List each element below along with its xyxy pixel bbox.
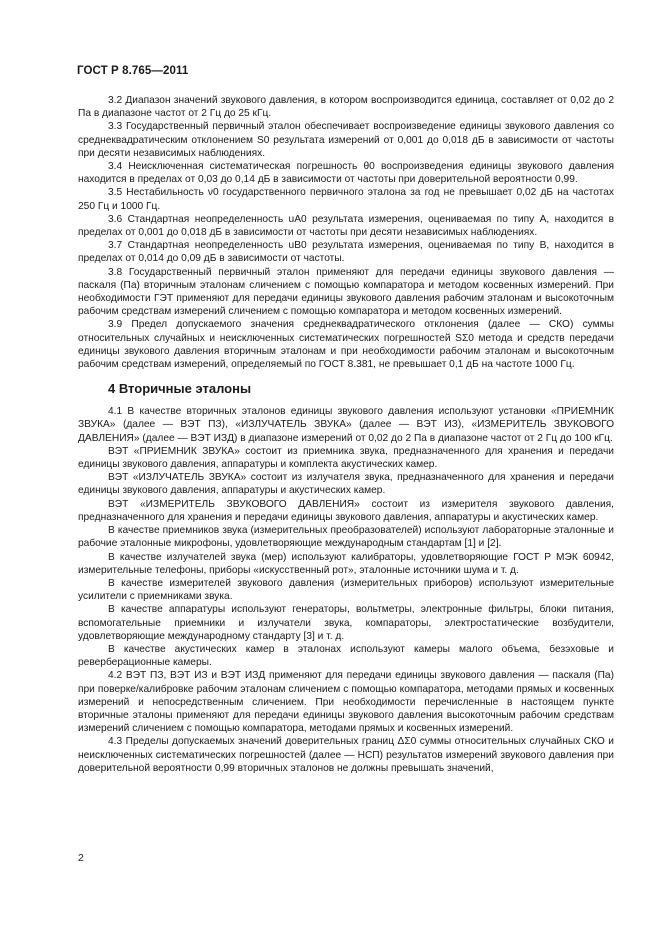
paragraph-4-3: 4.3 Пределы допускаемых значений доверительных границ ΔΣ0 суммы относительных случайных СКО и неисключенных систематических погрешностей (далее — НСП) результатов измерений звукового давления при доверительной вероятности 0,99 вторичных эталонов не должны превышать значений,: [78, 736, 614, 774]
page-header: ГОСТ Р 8.765—2011: [77, 65, 189, 77]
paragraph-emitters: В качестве излучателей звука (мер) используют калибраторы, удовлетворяющие ГОСТ Р МЭК 60942, измерительные телефоны, приборы «искусственный рот», эталонные источники шума и т. д.: [78, 551, 614, 576]
paragraph-vet-izd: ВЭТ «ИЗМЕРИТЕЛЬ ЗВУКОВОГО ДАВЛЕНИЯ» состоит из измерителя звукового давления, предназначенного для хранения и передачи единицы звукового давления, аппаратуры и акустических камер.: [78, 498, 614, 523]
paragraph-receivers: В качестве приемников звука (измерительных преобразователей) используют лабораторные эталонные и рабочие эталонные микрофоны, удовлетворяющие международным стандартам [1] и [2].: [78, 525, 614, 550]
paragraph-3-6: 3.6 Стандартная неопределенность uA0 результата измерения, оцениваемая по типу А, находится в пределах от 0,001 до 0,018 дБ в зависимости от частоты при десяти независимых наблюдениях.: [78, 213, 614, 239]
paragraph-3-3: 3.3 Государственный первичный эталон обеспечивает воспроизведение единицы звукового давления со среднеквадратическим отклонением S0 результата измерений от 0,001 до 0,018 дБ в зависимости от частоты при десяти независимых наблюдениях.: [78, 121, 614, 159]
paragraph-4-2: 4.2 ВЭТ ПЗ, ВЭТ ИЗ и ВЭТ ИЗД применяют для передачи единицы звукового давления — паскаля (Па) при поверке/калибровке рабочим эталонам сличением с помощью компаратора, методами прямых и косвенных измерений и непосредственным сличением. При необходимости перечисленные в настоящем пункте вторичные эталоны применяют для передачи единицы звукового давления высокоточным рабочим средствам измерений сличением с помощью компаратора, методами прямых и косвенных измерений.: [78, 670, 614, 735]
paragraph-meters: В качестве измерителей звукового давления (измерительных приборов) используют измерительные усилители с приемниками звука.: [78, 577, 614, 603]
paragraph-4-1: 4.1 В качестве вторичных эталонов единицы звукового давления используют установки «ПРИЕМНИК ЗВУКА» (далее — ВЭТ ПЗ), «ИЗЛУЧАТЕЛЬ ЗВУКА» (далее — ВЭТ ИЗ), «ИЗМЕРИТЕЛЬ ЗВУКОВОГО ДАВЛЕНИЯ» (далее — ВЭТ ИЗД) в диапазоне измерений от 0,02 до 2 Па в диапазоне частот от 2 Гц до 100 кГц.: [78, 406, 614, 444]
paragraph-equipment: В качестве аппаратуры используют генераторы, вольтметры, электронные фильтры, блоки питания, вспомогательные приемники и излучатели звука, компараторы, электростатические возбудители, удовлетворяющие международному стандарту [3] и т. д.: [78, 604, 614, 642]
paragraph-vet-iz: ВЭТ «ИЗЛУЧАТЕЛЬ ЗВУКА» состоит из излучателя звука, предназначенного для хранения и передачи единицы звукового давления, аппаратуры и акустических камер.: [78, 472, 614, 497]
page-number: 2: [78, 852, 84, 864]
paragraph-3-7: 3.7 Стандартная неопределенность uB0 результата измерения, оцениваемая по типу В, находится в пределах от 0,014 до 0,09 дБ в зависимости от частоты.: [78, 240, 614, 265]
paragraph-3-9: 3.9 Предел допускаемого значения среднеквадратического отклонения (далее — СКО) суммы относительных случайных и неисключенных систематических погрешностей SΣ0 метода и средств передачи единицы звукового давления вторичным эталонам и при необходимости рабочим эталонам и высокоточным рабочим средствам измерений, определяемый по ГОСТ 8.381, не превышает 0,1 дБ на частоте 1000 Гц.: [78, 319, 614, 371]
paragraph-3-4: 3.4 Неисключенная систематическая погрешность θ0 воспроизведения единицы звукового давления находится в пределах от 0,03 до 0,14 дБ в зависимости от частоты при доверительной вероятности 0,99.: [78, 161, 614, 186]
page-content: [78, 94, 614, 775]
section-heading: 4 Вторичные эталоны: [108, 381, 252, 397]
paragraph-chambers: В качестве акустических камер в эталонах используют камеры малого объема, безэховые и реверберационные камеры.: [78, 643, 614, 669]
paragraph-vet-pz: ВЭТ «ПРИЕМНИК ЗВУКА» состоит из приемника звука, предназначенного для хранения и передачи единицы звукового давления, аппаратуры и комплекта акустических камер.: [78, 445, 614, 471]
paragraph-3-2: 3.2 Диапазон значений звукового давления, в котором воспроизводится единица, составляет от 0,02 до 2 Па в диапазоне частот от 2 Гц до 25 кГц.: [78, 95, 614, 120]
paragraph-3-8: 3.8 Государственный первичный эталон применяют для передачи единицы звукового давления — паскаля (Па) вторичным эталонам сличением с помощью компаратора и методом косвенных измерений. При необходимости ГЭТ применяют для передачи единицы звукового давления рабочим эталонам и высокоточным рабочим средствам измерений сличением с помощью компаратора и методом косвенных измерений.: [78, 266, 614, 318]
paragraph-3-5: 3.5 Нестабильность ν0 государственного первичного эталона за год не превышает 0,02 дБ на частотах 250 Гц и 1000 Гц.: [78, 187, 614, 212]
